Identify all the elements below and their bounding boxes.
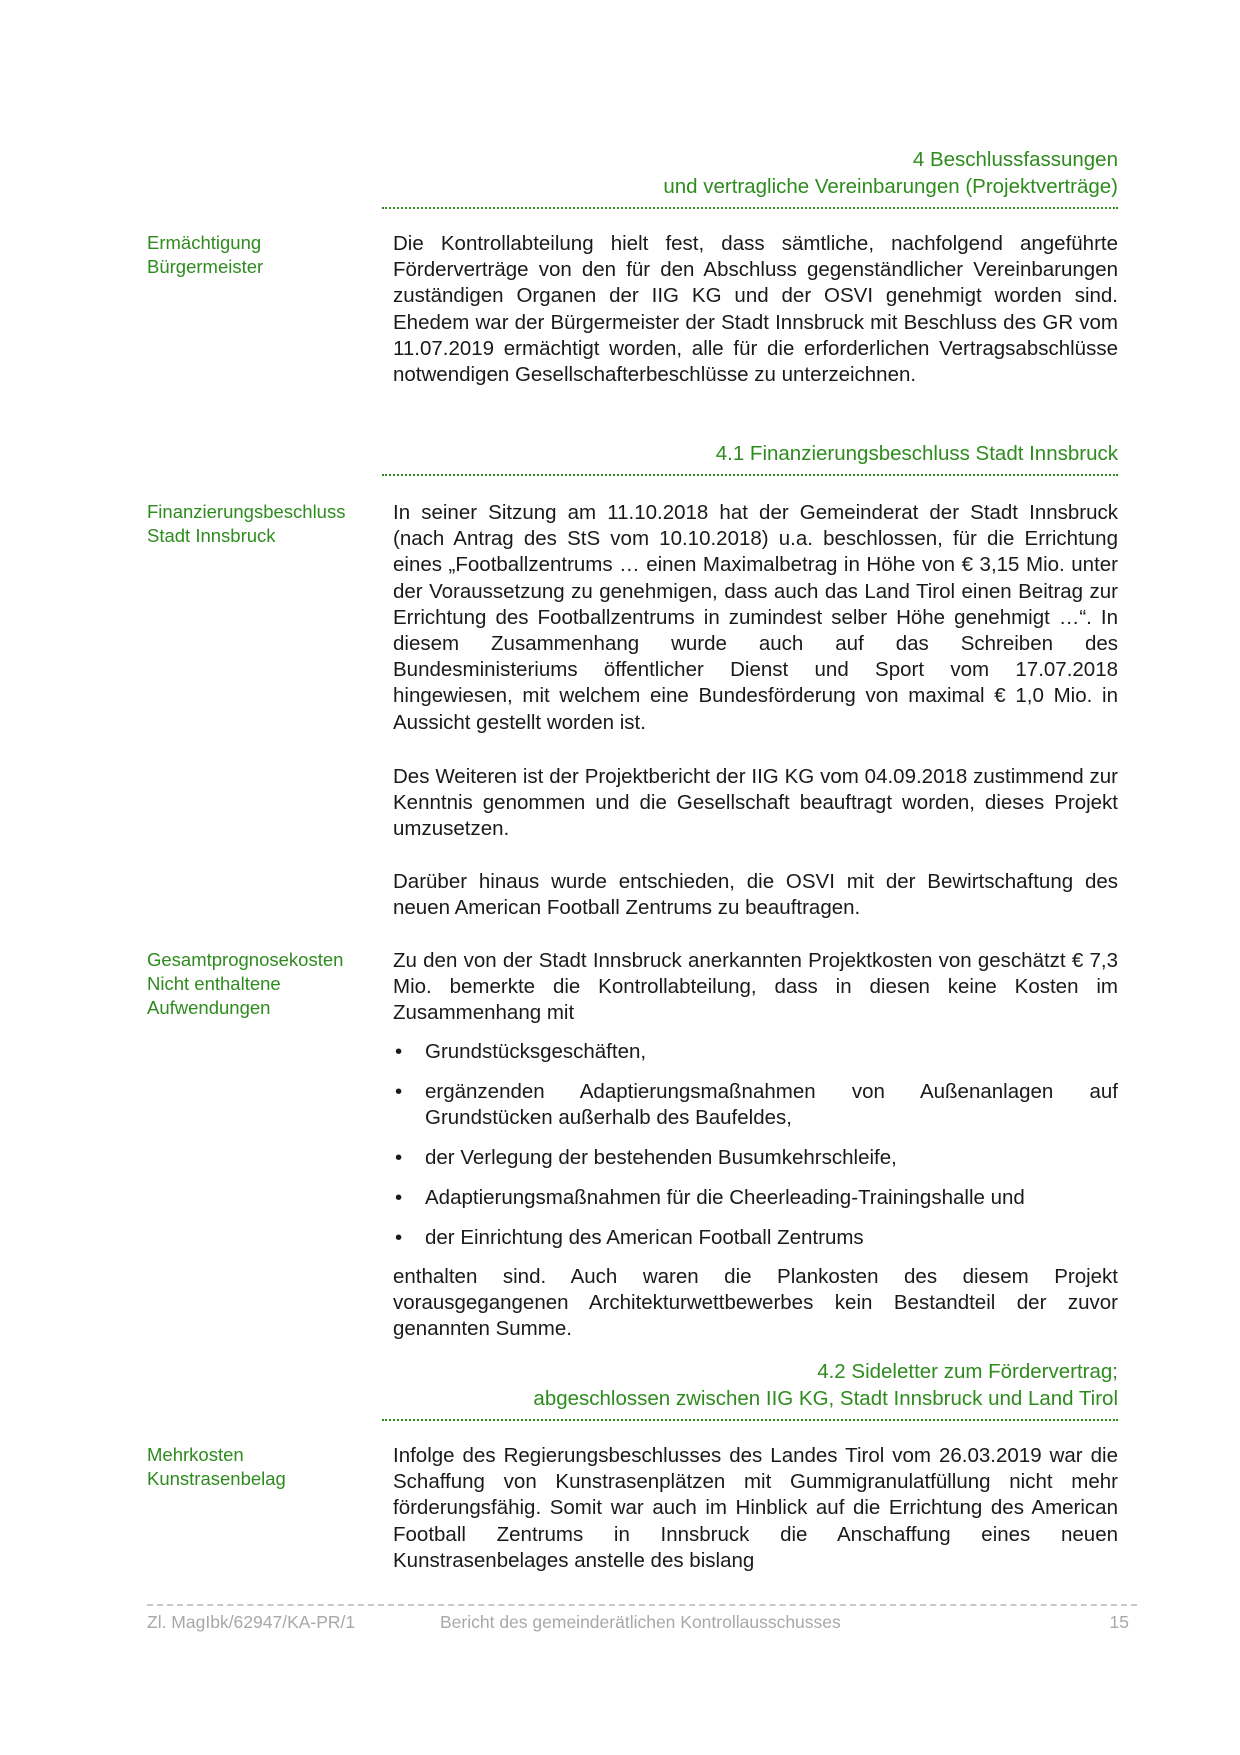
paragraph-ermaechtigung <box>393 231 1118 388</box>
section-4-heading-line1: 4 Beschlussfassungen <box>912 148 1118 171</box>
page-number: 15 <box>1109 1612 1129 1632</box>
margin-note-mehrkosten <box>147 1443 377 1491</box>
list-item <box>393 1145 1118 1171</box>
section-4-1-title: 4.1 Finanzierungsbeschluss Stadt Innsbruck <box>715 442 1118 465</box>
margin-note-line: Aufwendungen <box>147 997 271 1018</box>
paragraph-finanzierung-2 <box>393 764 1118 843</box>
margin-note-line: Gesamtprognosekosten <box>147 949 344 970</box>
section-4-heading <box>382 146 1118 209</box>
paragraph-text: enthalten sind. Auch waren die Plankosten des diesem Projekt vorausgegangenen Architekturwettbewerbes kein Bestandteil der zuvor genannten Summe. <box>393 1265 1118 1341</box>
footer-title: Bericht des gemeinderätlichen Kontrollausschusses <box>440 1612 841 1632</box>
section-4-2-heading-line2: abgeschlossen zwischen IIG KG, Stadt Innsbruck und Land Tirol <box>533 1387 1118 1410</box>
section-4-2-heading <box>382 1358 1118 1421</box>
bullet-icon: • <box>395 1186 403 1209</box>
paragraph-gesamt-intro <box>393 948 1118 1027</box>
paragraph-text: In seiner Sitzung am 11.10.2018 hat der Gemeinderat der Stadt Innsbruck (nach Antrag des StS vom 10.10.2018) u.a. beschlossen, für die Errichtung eines „Footballzentrums … einen Maximalbetrag in Höhe von € 3,15 Mio. unter der Voraussetzung zu genehmigen, dass auch das Land Tirol einen Beitrag zur Errichtung des Footballzentrums in zumindest selber Höhe genehmigt …“. In diesem Zusammenhang wurde auch auf das Schreiben des Bundesministeriums öffentlicher Dienst und Sport vom 17.07.2018 hingewiesen, mit welchem eine Bundesförderung von maximal € 1,0 Mio. in Aussicht gestellt worden ist. <box>393 501 1118 734</box>
bullet-icon: • <box>395 1226 403 1249</box>
list-item-text: Adaptierungsmaßnahmen für die Cheerleading-Trainingshalle und <box>425 1186 1025 1209</box>
paragraph-text: Zu den von der Stadt Innsbruck anerkannten Projektkosten von geschätzt € 7,3 Mio. bemerkte die Kontrollabteilung, dass in diesen keine Kosten im Zusammenhang mit <box>393 949 1118 1025</box>
footer-reference: Zl. MagIbk/62947/KA-PR/1 <box>147 1612 356 1632</box>
list-item-text: der Verlegung der bestehenden Busumkehrschleife, <box>425 1146 897 1169</box>
list-item-text: ergänzenden Adaptierungsmaßnahmen von Außenanlagen auf Grundstücken außerhalb des Baufeldes, <box>425 1080 1118 1130</box>
margin-note-ermaechtigung <box>147 231 377 279</box>
section-4-2-heading-line1: 4.2 Sideletter zum Fördervertrag; <box>817 1360 1118 1383</box>
paragraph-text: Die Kontrollabteilung hielt fest, dass sämtliche, nachfolgend angeführte Förderverträge von den für den Abschluss gegenständlicher Vereinbarungen zuständigen Organen der IIG KG und der OSVI genehmigt worden sind. Ehedem war der Bürgermeister der Stadt Innsbruck mit Beschluss des GR vom 11.07.2019 ermächtigt worden, alle für die erforderlichen Vertragsabschlüsse notwendigen Gesellschafterbeschlüsse zu unterzeichnen. <box>393 232 1118 387</box>
list-item <box>393 1185 1118 1211</box>
margin-note-line: Stadt Innsbruck <box>147 525 276 546</box>
paragraph-text: Darüber hinaus wurde entschieden, die OSVI mit der Bewirtschaftung des neuen American Football Zentrums zu beauftragen. <box>393 870 1118 920</box>
list-item-text: Grundstücksgeschäften, <box>425 1040 647 1063</box>
paragraph-text: Infolge des Regierungsbeschlusses des Landes Tirol vom 26.03.2019 war die Schaffung von Kunstrasenplätzen mit Gummigranulatfüllung nicht mehr förderungsfähig. Somit war auch im Hinblick auf die Errichtung des American Football Zentrums in Innsbruck die Anschaffung eines neuen Kunstrasenbelages anstelle des bislang <box>393 1444 1118 1572</box>
margin-note-finanzierung <box>147 500 377 548</box>
section-4-heading-line2: und vertragliche Vereinbarungen (Projektverträge) <box>663 175 1118 198</box>
paragraph-mehrkosten <box>393 1443 1118 1574</box>
paragraph-gesamt-outro <box>393 1264 1118 1343</box>
list-item <box>393 1225 1118 1251</box>
list-item <box>393 1039 1118 1065</box>
page-footer <box>147 1604 1137 1636</box>
section-4-1-heading <box>382 440 1118 476</box>
margin-note-line: Finanzierungsbeschluss <box>147 501 346 522</box>
margin-note-gesamtprognosekosten <box>147 948 377 1020</box>
list-item-text: der Einrichtung des American Football Zentrums <box>425 1226 864 1249</box>
paragraph-finanzierung-3 <box>393 869 1118 921</box>
margin-note-line: Mehrkosten <box>147 1444 244 1465</box>
margin-note-line: Ermächtigung <box>147 232 262 253</box>
margin-note-line: Nicht enthaltene <box>147 973 281 994</box>
margin-note-line: Kunstrasenbelag <box>147 1468 286 1489</box>
bullet-icon: • <box>395 1146 403 1169</box>
list-item <box>393 1079 1118 1131</box>
bullet-icon: • <box>395 1080 403 1103</box>
margin-note-line: Bürgermeister <box>147 256 264 277</box>
paragraph-text: Des Weiteren ist der Projektbericht der IIG KG vom 04.09.2018 zustimmend zur Kenntnis genommen und die Gesellschaft beauftragt worden, dieses Projekt umzusetzen. <box>393 765 1118 841</box>
bullet-icon: • <box>395 1040 403 1063</box>
paragraph-finanzierung-1 <box>393 500 1118 736</box>
